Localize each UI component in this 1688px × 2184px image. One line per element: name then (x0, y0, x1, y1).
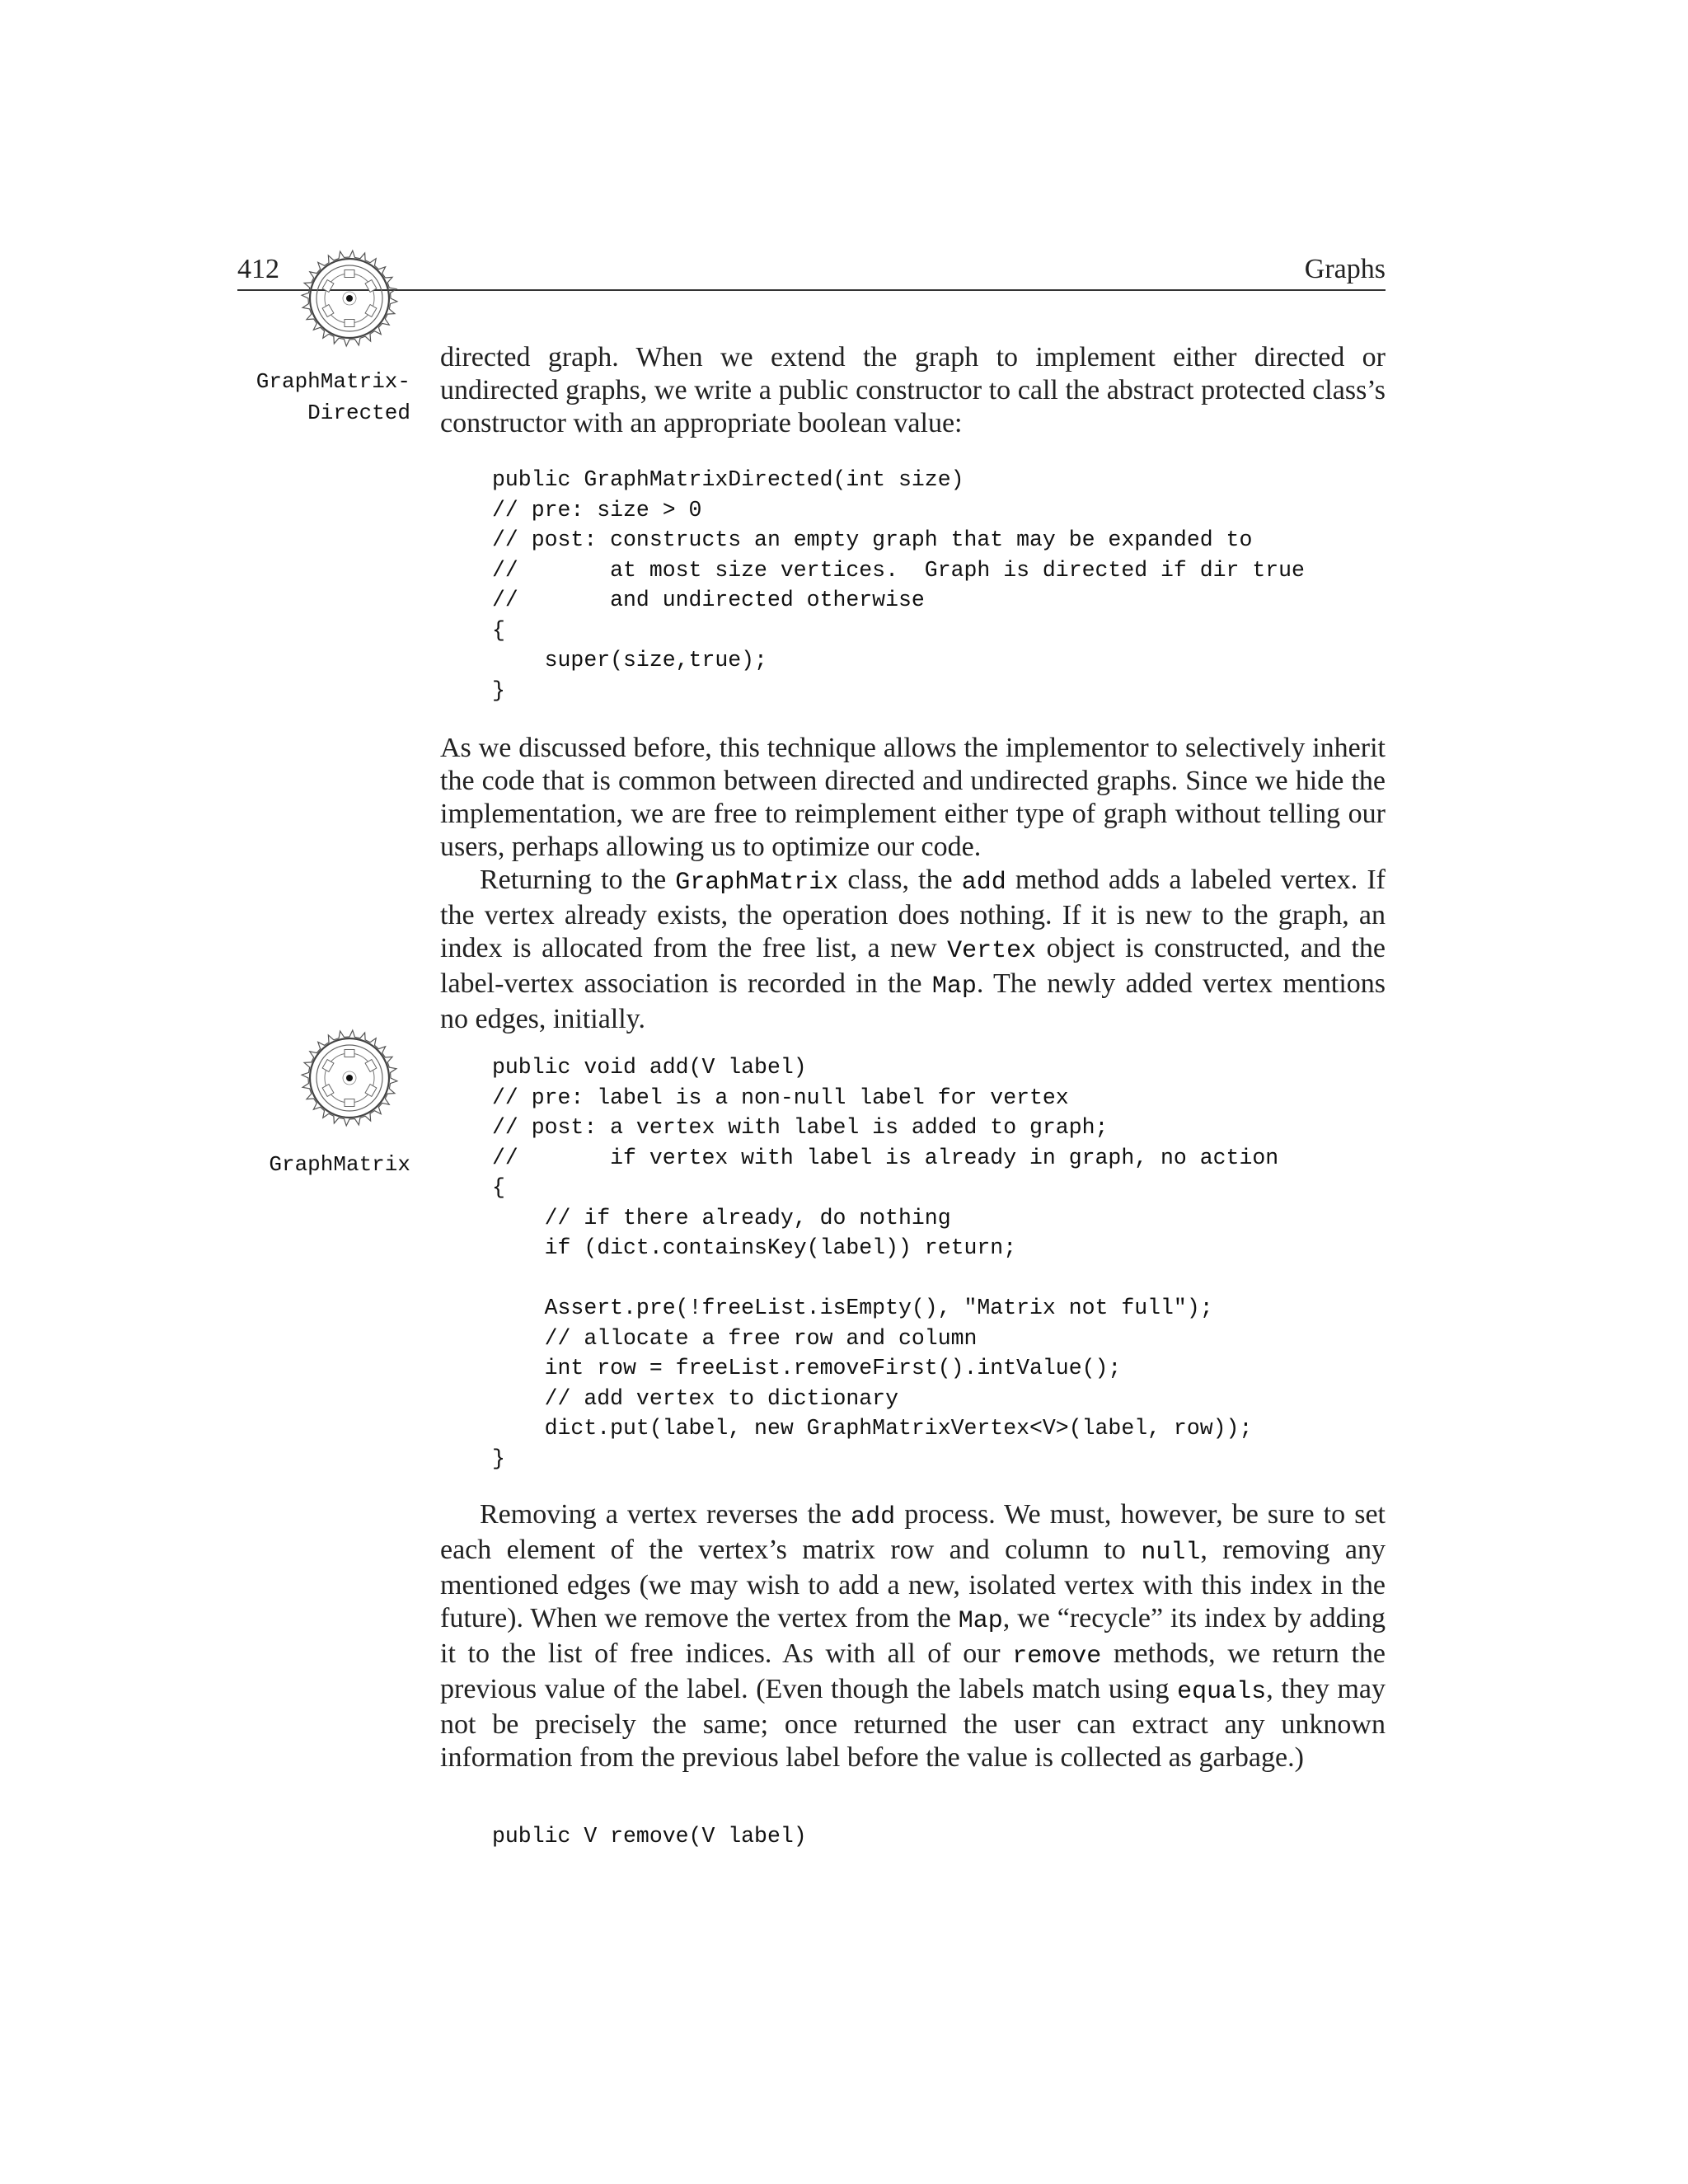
gear-icon (298, 247, 401, 349)
paragraph-text: As we discussed before, this technique allows the implementor to selectively inherit the code that is common between directed and undirected graphs. Since we hide the implementation, we are free to reimplement either type of graph without telling our users, perhaps allowing us to optimize our code. (440, 733, 1386, 862)
paragraph (440, 341, 1386, 440)
paragraph-text: directed graph. When we extend the graph to implement either directed or undirected graphs, we write a public constructor to call the abstract protected class’s constructor with an appropriate boolean value: (440, 342, 1386, 438)
inline-code: add (961, 869, 1006, 897)
page-number: 412 (237, 254, 279, 284)
text-run: . The newly added vertex mentions no edges, initially. (440, 968, 1386, 1034)
text-run: class, the (838, 865, 962, 895)
margin-label-line: GraphMatrix- (256, 369, 410, 394)
inline-code: equals (1177, 1678, 1267, 1706)
text-run: Returning to the (480, 865, 676, 895)
code-listing-remove: public V remove(V label) (492, 1824, 807, 1849)
inline-code: Map (931, 972, 977, 1001)
gear-icon (298, 1027, 401, 1129)
paragraph-group (440, 732, 1386, 1036)
running-header-title: Graphs (1304, 254, 1386, 284)
inline-code: null (1141, 1539, 1201, 1567)
text-run: , they may not be precisely the same; once returned the user can extract any unknown information from the previous label before the value is collected as garbage.) (440, 1674, 1386, 1773)
text-run: process. We must, however, be sure to set each element of the vertex’s matrix row and column to (440, 1499, 1386, 1565)
text-run: , removing any mentioned edges (we may wish to add a new, isolated vertex with this index in the future). When we remove the vertex from the (440, 1535, 1386, 1633)
inline-code: Map (958, 1607, 1003, 1635)
inline-code: GraphMatrix (675, 869, 839, 897)
margin-label-line: Directed (307, 401, 410, 425)
text-run: methods, we return the previous value of the label. (Even though the labels match using (440, 1638, 1386, 1704)
inline-code: Vertex (947, 937, 1037, 965)
code-listing-constructor: public GraphMatrixDirected(int size) // pre: size > 0 // post: constructs an empty graph that may be expanded to // at most size vertices. Graph is directed if dir true // and undirected otherwise { super(size,true); } (492, 467, 1305, 703)
header-rule (237, 289, 1386, 291)
margin-label-graphmatrix: GraphMatrix (269, 1152, 410, 1177)
margin-label-graphmatrixdirected (239, 366, 410, 429)
paragraph-text (440, 1498, 1386, 1774)
paragraph-text (440, 864, 1386, 1036)
paragraph (440, 1498, 1386, 1774)
text-run: , we “recycle” its index by adding it to the list of free indices. As with all of our (440, 1603, 1386, 1669)
code-listing-add: public void add(V label) // pre: label is a non-null label for vertex // post: a vertex with label is added to graph; // if vertex with label is already in graph, no action { // if there already, do nothing if (dict.containsKey(label)) return; Assert.pre(!freeList.isEmpty(), "Matrix not full"); // allocate a free row and column int row = freeList.removeFirst().intValue(); // add vertex to dictionary dict.put(label, new GraphMatrixVertex<V>(label, row)); } (492, 1055, 1279, 1471)
text-run: method adds a labeled vertex. If the vertex already exists, the operation does nothing. If it is new to the graph, an index is allocated from the free list, a new (440, 865, 1386, 963)
inline-code: add (851, 1503, 896, 1531)
text-run: object is constructed, and the label-vertex association is recorded in the (440, 933, 1386, 999)
text-run: Removing a vertex reverses the (480, 1499, 851, 1530)
inline-code: remove (1012, 1643, 1102, 1671)
